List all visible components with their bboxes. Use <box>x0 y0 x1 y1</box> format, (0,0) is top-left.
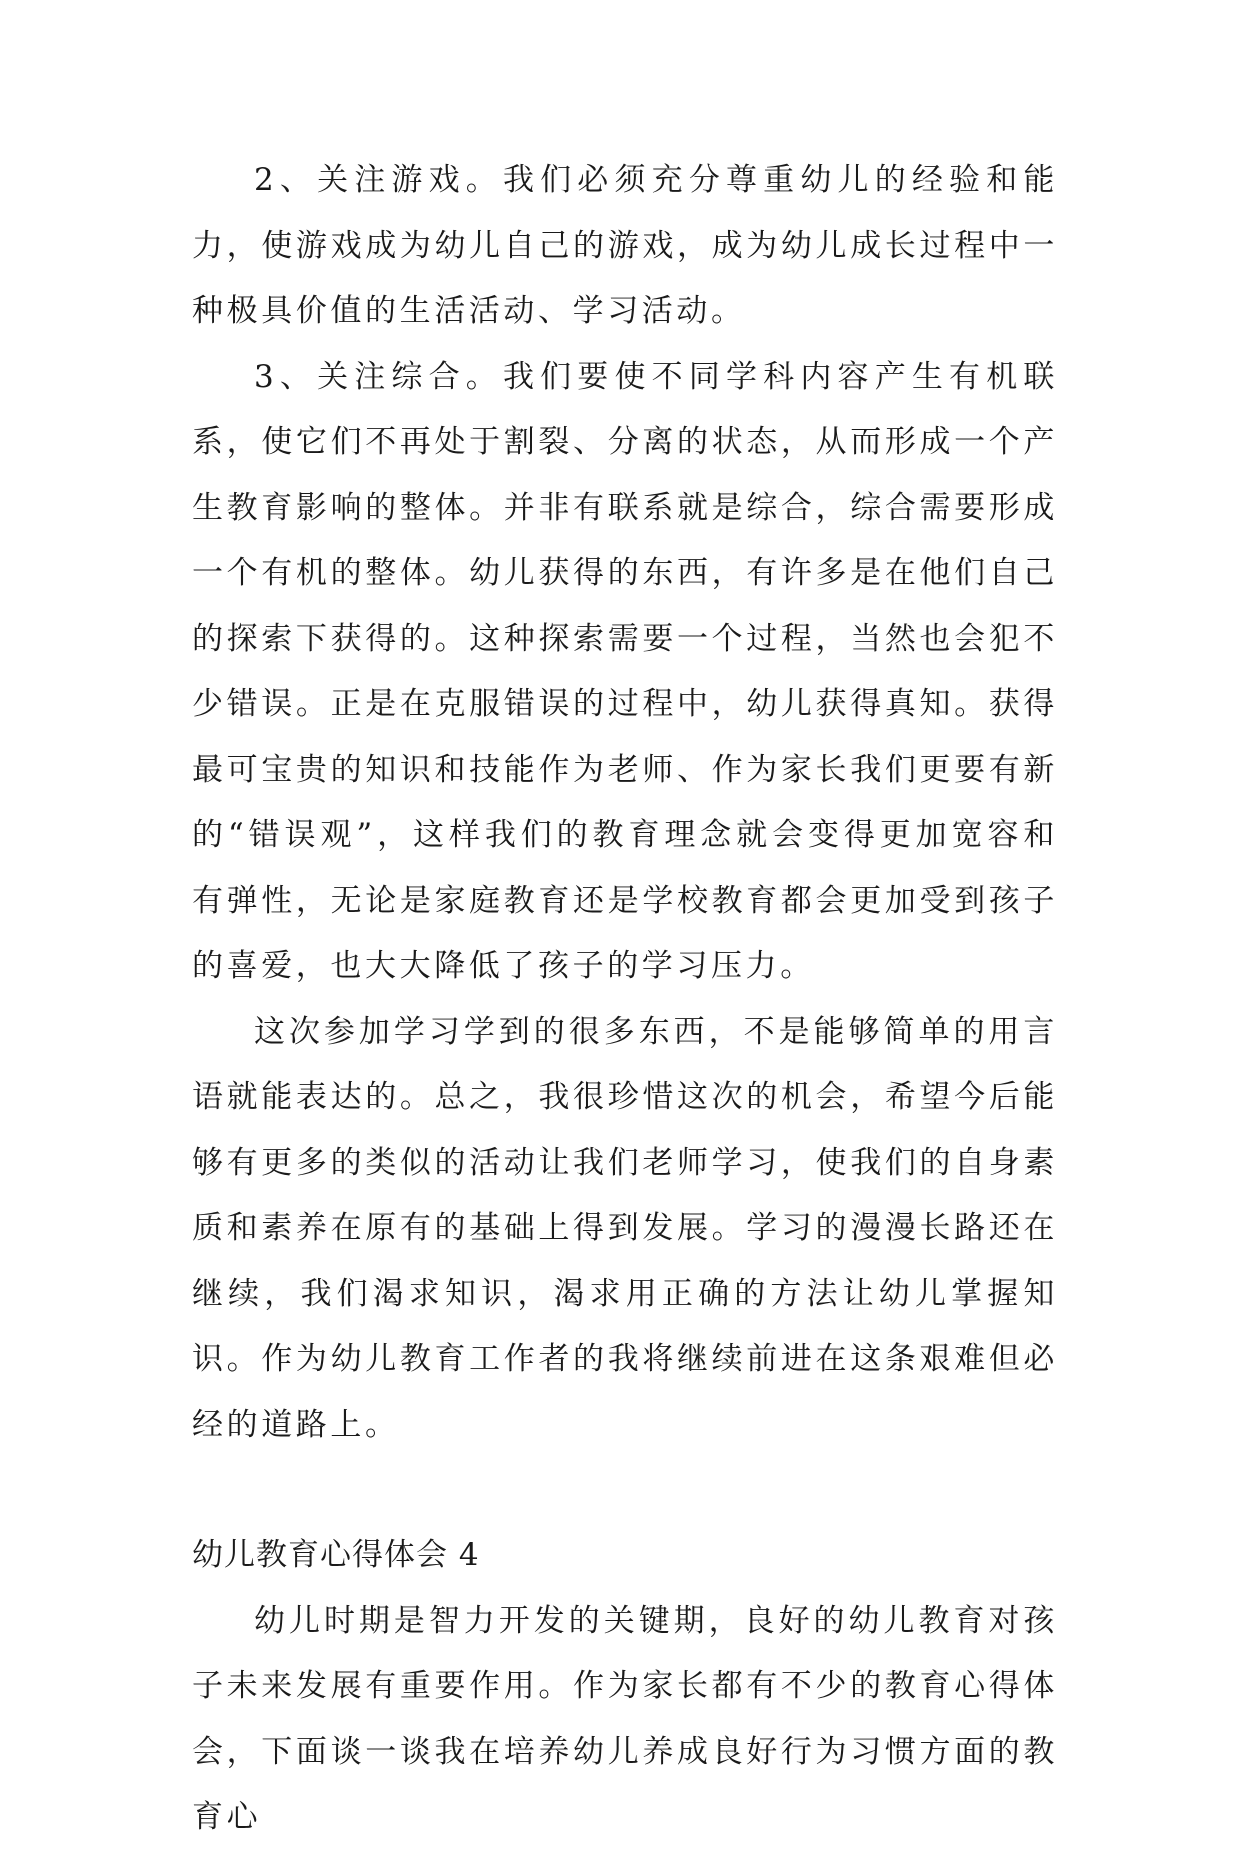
paragraph-focus-games: 2、关注游戏。我们必须充分尊重幼儿的经验和能力，使游戏成为幼儿自己的游戏，成为幼儿成长过程中一种极具价值的生活活动、学习活动。 <box>192 162 1058 329</box>
paragraph-focus-integration: 3、关注综合。我们要使不同学科内容产生有机联系，使它们不再处于割裂、分离的状态，从而形成一个产生教育影响的整体。并非有联系就是综合，综合需要形成一个有机的整体。幼儿获得的东西，有许多是在他们自己的探索下获得的。这种探索需要一个过程，当然也会犯不少错误。正是在克服错误的过程中，幼儿获得真知。获得最可宝贵的知识和技能作为老师、作为家长我们更要有新的“错误观”，这样我们的教育理念就会变得更加宽容和有弹性，无论是家庭教育还是学校教育都会更加受到孩子的喜爱，也大大降低了孩子的学习压力。 <box>192 358 1058 984</box>
section-heading: 幼儿教育心得体会 4 <box>192 1537 480 1573</box>
paragraph-learning-reflection: 这次参加学习学到的很多东西，不是能够简单的用言语就能表达的。总之，我很珍惜这次的机会，希望今后能够有更多的类似的活动让我们老师学习，使我们的自身素质和素养在原有的基础上得到发展。学习的漫漫长路还在继续，我们渴求知识，渴求用正确的方法让幼儿掌握知识。作为幼儿教育工作者的我将继续前进在这条艰难但必经的道路上。 <box>192 1013 1058 1443</box>
document-page <box>192 148 1058 1851</box>
paragraph-section-intro: 幼儿时期是智力开发的关键期，良好的幼儿教育对孩子未来发展有重要作用。作为家长都有不少的教育心得体会，下面谈一谈我在培养幼儿养成良好行为习惯方面的教育心 <box>192 1602 1058 1835</box>
